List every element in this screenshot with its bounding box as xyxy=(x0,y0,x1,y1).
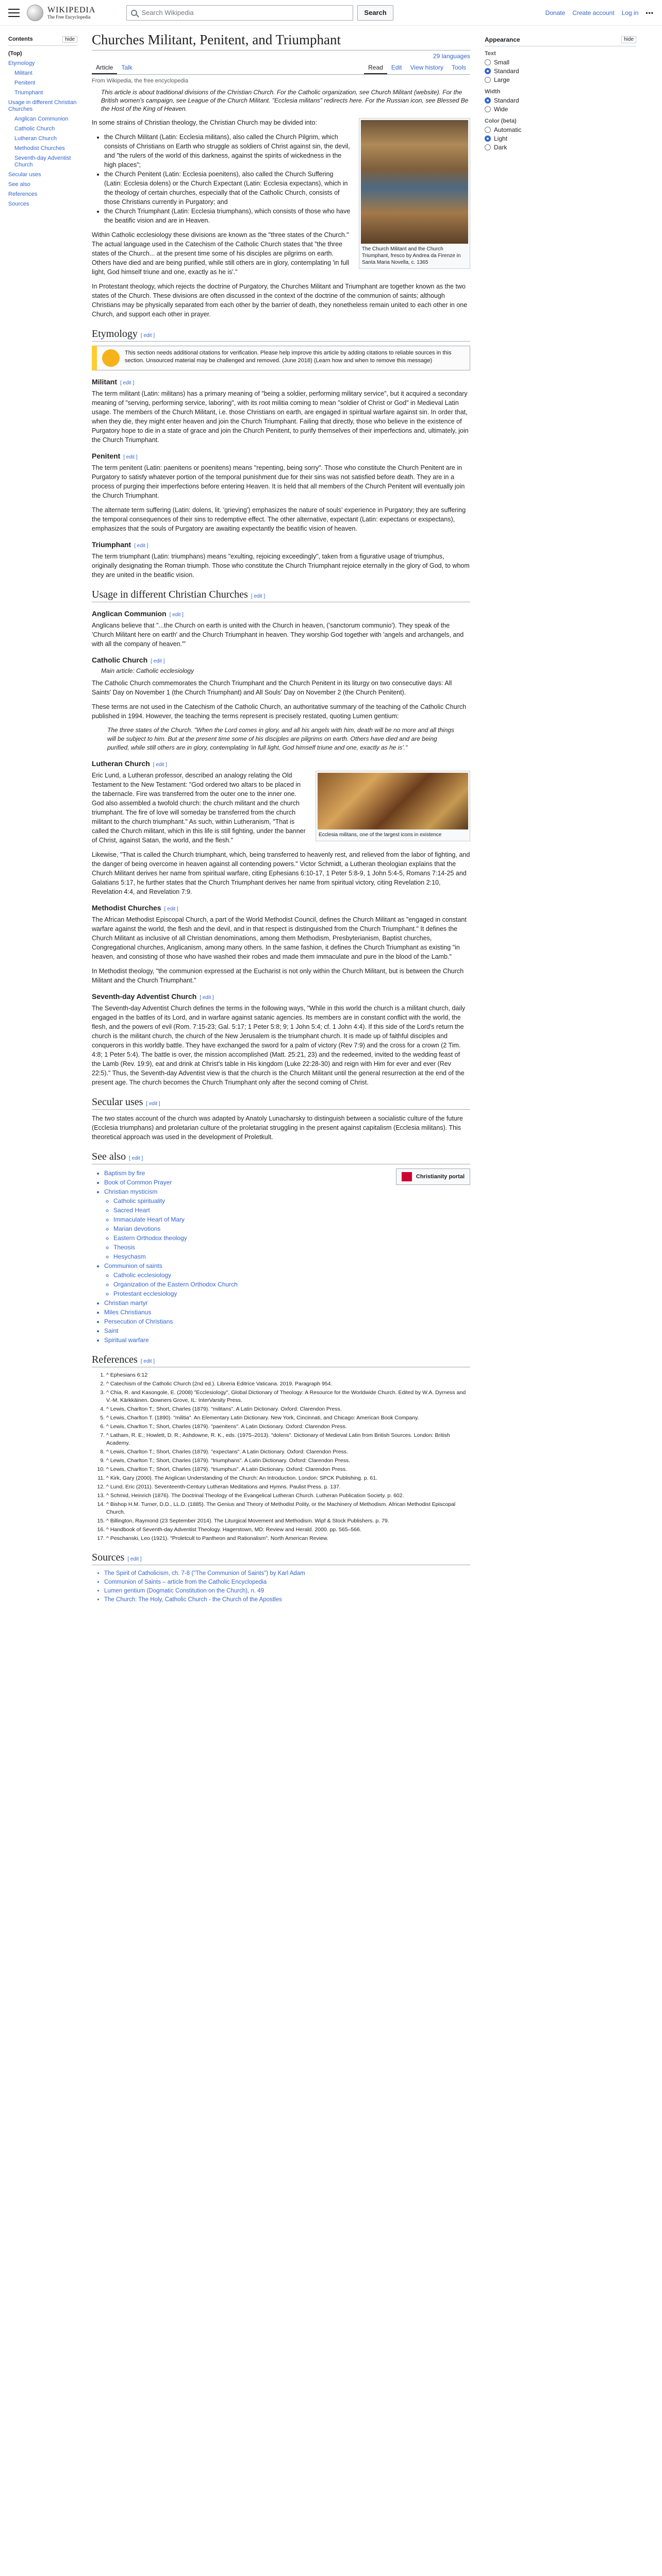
tab-talk[interactable]: Talk xyxy=(121,64,133,71)
paragraph: The term triumphant (Latin: triumphans) means "exulting, rejoicing exceedingly", taken from a figurative usage of triumphus, originally designating the Roman triumph. Those who constitute the Church Triumphant rejoice eternally in the glory of God, to whom they are united in the beatific vision. xyxy=(92,553,470,579)
reference-item: 7. ^ Latham, R. E.; Howlett, D. R.; Ashdowne, R. K., eds. (1975–2013). "dolens". Dictionary of Medieval Latin from British Sources. London: British Academy. xyxy=(106,1432,470,1447)
section-heading: Etymology [ edit ] xyxy=(92,328,470,342)
page-tabs xyxy=(92,62,470,75)
appearance-title: Appearance xyxy=(485,36,520,43)
figure-caption: Ecclesia militans, one of the largest icons in existence xyxy=(319,832,442,838)
reference-item: 5. ^ Lewis, Charlton T. (1890). "militia". An Elementary Latin Dictionary. New York, Cincinnati, and Chicago: American Book Company. xyxy=(106,1414,470,1422)
article-content xyxy=(82,26,479,1604)
toc-item[interactable]: Etymology xyxy=(8,60,35,66)
source-item[interactable]: • Lumen gentium (Dogmatic Constitution on the Church), n. 49 xyxy=(104,1587,470,1596)
subsection-heading: Seventh-day Adventist Church [ edit ] xyxy=(92,992,214,1001)
toc-item[interactable]: Anglican Communion xyxy=(14,116,69,122)
main-menu-icon[interactable] xyxy=(8,9,20,17)
section-heading: See also [ edit ] xyxy=(92,1151,470,1164)
christianity-portal[interactable]: Christianity portal xyxy=(396,1168,470,1185)
edit-link[interactable]: [ edit ] xyxy=(153,762,168,768)
reference-item: 10. ^ Lewis, Charlton T.; Short, Charles (1879). "triumphus". A Latin Dictionary. Oxford: Clarendon Press. xyxy=(106,1466,470,1473)
paragraph: In Methodist theology, "the communion expressed at the Eucharist is not only within the Church Militant, but is between the Church Militant and the Church Triumphant." xyxy=(92,968,464,984)
figure-church-militant xyxy=(359,118,470,269)
reference-item: 2. ^ Catechism of the Catholic Church (2nd ed.). Libreria Editrice Vaticana. 2019. Paragraph 954. xyxy=(106,1380,470,1388)
text-size-group: Text Small Standard Large xyxy=(485,50,636,83)
paragraph: The two states account of the church was adapted by Anatoly Lunacharsky to distinguish between a socialistic culture of the future (Ecclesia triumphans) and proletarian culture of the proletariat struggling in the present against capitalism (Ecclesia militans). This theoretical approach was used in the development of Proletkult. xyxy=(92,1115,463,1141)
tab-edit[interactable]: Edit xyxy=(391,64,402,71)
width-wide-radio[interactable]: Wide xyxy=(485,106,636,113)
see-also-item[interactable]: • Book of Common Prayer xyxy=(104,1178,238,1187)
wikipedia-logo[interactable] xyxy=(27,5,95,21)
toc-item[interactable]: (Top) xyxy=(8,50,22,57)
see-also xyxy=(92,1168,470,1345)
paragraph: The Seventh-day Adventist Church defines the terms in the following ways, "While in this world the church is a militant church, daily engaged in the battles of its Lord, and in warfare against satanic agencies. Its members are in constant conflict with the world, the flesh, and the powers of evil (Rom. 7:15-23; Gal. 5:17; 1 Peter 5:8; 9; 1 John 5:4; cf. 1 John 4:4). If this side of the Lord's return the church is the militant church, the church of the New Jerusalem is the triumphant church. It is made up of faithful disciples and conquerors in this worldly battle. They have exchanged the sword for a palm of victory (Rev 7:9) and the cross for a crown (2 Tim. 4:8; 1 Peter 5:4). The battle is over, the mission accomplished (Matt. 25:21, 23) and the redeemed, invited to the wedding feast of the Lamb (Rev. 19:9), eat and drink at Christ's table in His kingdom (Luke 22:28-30) and reign with Him for ever and ever (Rev 22:5)." Thus, the Seventh-day Adventist view is that the church is the Church Militant until the general resurrection at the end of the present age. The church becomes the Church Triumphant only after the second coming of Christ. xyxy=(92,1005,466,1086)
reference-item: 11. ^ Kirk, Gary (2000). The Anglican Understanding of the Church: An Introduction. London: SPCK Publishing. p. 61. xyxy=(106,1475,470,1482)
reference-item: 15. ^ Billington, Raymond (23 September 2014). The Liturgical Movement and Methodism. Wipf & Stock Publishers. p. 79. xyxy=(106,1517,470,1525)
see-also-subitem[interactable]: ◦ Eastern Orthodox theology xyxy=(113,1233,238,1243)
source-item[interactable]: • Communion of Saints – article from the Catholic Encyclopedia xyxy=(104,1578,470,1587)
sources-list xyxy=(104,1569,470,1604)
source-item[interactable]: • The Church: The Holy, Catholic Church - the Church of the Apostles xyxy=(104,1596,470,1604)
reference-item: 6. ^ Lewis, Charlton T.; Short, Charles (1879). "paenitens". A Latin Dictionary. Oxford: Clarendon Press. xyxy=(106,1423,470,1431)
reference-item: 16. ^ Handbook of Seventh-day Adventist Theology. Hagerstown, MD: Review and Herald. 2000. pp. 565–566. xyxy=(106,1526,470,1534)
paragraph: These terms are not used in the Catechism of the Catholic Church, an authoritative summary of the teaching of the Catholic Church published in 1994. However, the teaching the terms represent is precisely restated, quoting Lumen gentium: xyxy=(92,703,467,720)
color-light-radio[interactable]: Light xyxy=(485,135,636,142)
see-also-item[interactable]: • Christian mysticism ◦ Catholic spirituality ◦ Sacred Heart ◦ Immaculate Heart of Mary ◦ Marian devotions ◦ Eastern Orthodox theology ◦ Theosis ◦ Hesychasm xyxy=(104,1187,238,1261)
intro-paragraph: In some strains of Christian theology, the Christian Church may be divided into: xyxy=(92,119,317,126)
subsection-heading: Penitent [ edit ] xyxy=(92,452,138,460)
see-also-subitem[interactable]: ◦ Catholic ecclesiology xyxy=(113,1270,238,1280)
site-sub: From Wikipedia, the free encyclopedia xyxy=(92,78,189,84)
section-heading: Usage in different Christian Churches [ edit ] xyxy=(92,589,470,602)
reference-item: 14. ^ Bishop H.M. Turner, D.D., LL.D. (1885). The Genius and Theory of Methodist Polity, or the Machinery of Methodism. African Methodist Episcopal Church. xyxy=(106,1501,470,1516)
logo-wordmark: WIKIPEDIA xyxy=(47,5,96,14)
text-small-radio[interactable]: Small xyxy=(485,59,636,66)
cross-icon xyxy=(402,1172,412,1181)
subsection-heading: Catholic Church [ edit ] xyxy=(92,656,165,664)
edit-link[interactable]: [ edit ] xyxy=(140,333,155,338)
edit-link[interactable]: [ edit ] xyxy=(146,1101,160,1107)
see-also-item[interactable]: • Saint xyxy=(104,1326,238,1335)
width-group: Width Standard Wide xyxy=(485,89,636,113)
toc-item[interactable]: Catholic Church xyxy=(14,126,55,132)
donate-link[interactable]: Donate xyxy=(545,9,566,16)
search-icon xyxy=(131,10,137,16)
login-link[interactable]: Log in xyxy=(621,9,639,16)
tab-read[interactable]: Read xyxy=(364,62,387,74)
subsection-heading: Anglican Communion [ edit ] xyxy=(92,609,184,618)
reference-item: 13. ^ Schmid, Heinrich (1876). The Doctrinal Theology of the Evangelical Lutheran Church. Lutheran Publication Society. p. 602. xyxy=(106,1492,470,1500)
toc-item[interactable]: References xyxy=(8,191,38,197)
paragraph: The African Methodist Episcopal Church, a part of the World Methodist Council, defines the Church Militant as "engaged in constant warfare against the world, the flesh and the devil, and in that respect is distinguished from the Church Triumphant." It defines the Church Militant as inclusive of all Christian denominations, among them Methodism, Presbyterianism, Baptist churches, Congregational churches, Anglicanism, among many others. In the same fashion, it defines the Church Triumphant as existing "in heaven, and consisting of those who have washed their robes and made them immaculate and pure in the blood of the Lamb." xyxy=(92,916,467,960)
edit-link[interactable]: [ edit ] xyxy=(164,906,178,912)
text-standard-radio[interactable]: Standard xyxy=(485,67,636,75)
figure-ecclesia-militans xyxy=(316,771,470,841)
see-also-item[interactable]: • Miles Christianus xyxy=(104,1308,238,1317)
create-account-link[interactable]: Create account xyxy=(572,9,615,16)
icon-image[interactable] xyxy=(318,773,468,829)
list-item: • the Church Triumphant (Latin: Ecclesia triumphans), which consists of those who have the beatific vision and are in Heaven. xyxy=(104,207,470,225)
see-also-subitem[interactable]: ◦ Hesychasm xyxy=(113,1252,238,1261)
appearance-panel xyxy=(479,26,644,1604)
tab-tools[interactable]: Tools xyxy=(451,64,466,71)
edit-link[interactable]: [ edit ] xyxy=(251,594,266,599)
table-of-contents xyxy=(0,26,82,1604)
paragraph: The alternate term suffering (Latin: dolens, lit. 'grieving') emphasizes the nature of souls' experience in Purgatory; they are suffering the temporal consequences of their sins to redemptive effect. The other alternative, expectant (Latin: expectans or exspectans), emphasizes that the souls of Purgatory are awaiting expectantly the beatific vision of heaven. xyxy=(92,506,466,532)
reference-item: 3. ^ Chia, R. and Kasongole, E. (2008) "Ecclesiology", Global Dictionary of Theology: A Resource for the Worldwide Church. Edited by W.A. Dyrness and V.-M. Kärkkäinen. Downers Grove, IL: InterVarsity Press. xyxy=(106,1389,470,1404)
see-also-list xyxy=(104,1168,238,1345)
text-large-radio[interactable]: Large xyxy=(485,76,636,83)
reference-item: 17. ^ Peschanski, Leo (1921). "Proletcult to Pantheon and Rationalism". North American Review. xyxy=(106,1535,470,1543)
citation-notice: This section needs additional citations for verification. Please help improve this article by adding citations to reliable sources in this section. Unsourced material may be challenged and removed. (June 2018) (Learn how and when to remove this message) xyxy=(92,346,470,370)
reference-item: 1. ^ Ephesians 6:12 xyxy=(106,1371,470,1379)
toc-item[interactable]: Sources xyxy=(8,201,29,207)
subsection-heading: Lutheran Church [ edit ] xyxy=(92,759,168,768)
intro-paragraph-3: In Protestant theology, which rejects the doctrine of Purgatory, the Churches Militant and Triumphant are together known as the two states of the Church. These divisions are often discussed in the context of the doctrine of the communion of saints; although Christians may be physically separated from each other by the barrier of death, they nonetheless remain united to each other in one Church, and support each other in prayer. xyxy=(92,283,468,318)
toc-item[interactable]: Militant xyxy=(14,70,32,76)
language-selector[interactable]: 29 languages xyxy=(433,53,470,60)
logo-tagline: The Free Encyclopedia xyxy=(47,14,91,20)
hatnote: This article is about traditional divisions of the Christian Church. For the Catholic organization, see Church Militant (website). For the British women's campaign, see League of the Church Militant. "Ecclesia militans" redirects here. For the Russian icon, see Blessed Be the Host of the King of Heaven. xyxy=(101,89,469,112)
figure-caption: The Church Militant and the Church Triumphant, fresco by Andrea da Firenze in Santa Maria Novella, c. 1365 xyxy=(362,246,461,265)
edit-link[interactable]: [ edit ] xyxy=(151,658,165,664)
edit-link[interactable]: [ edit ] xyxy=(127,1556,142,1562)
subsection-heading: Methodist Churches [ edit ] xyxy=(92,904,178,912)
list-item: • the Church Militant (Latin: Ecclesia militans), also called the Church Pilgrim, which consists of Christians on Earth who struggle as soldiers of Christ against sin, the devil, and "the rulers of the world of this darkness, against the spirits of wickedness in the high places"; xyxy=(104,132,470,170)
edit-link[interactable]: [ edit ] xyxy=(129,1156,143,1161)
edit-link[interactable]: [ edit ] xyxy=(169,612,184,618)
reference-item: 12. ^ Lund, Eric (2011). Seventeenth-Century Lutheran Meditations and Hymns. Paulist Press. p. 137. xyxy=(106,1483,470,1491)
site-header xyxy=(0,0,662,26)
list-item: • the Church Penitent (Latin: Ecclesia poenitens), also called the Church Suffering (Latin: Ecclesia dolens) or the Church Expectant (Latin: Ecclesia expectans), which in the theology of certain churches, especially that of the Catholic Church, consists of those Christians currently in Purgatory; and xyxy=(104,170,470,207)
see-also-subitem[interactable]: ◦ Protestant ecclesiology xyxy=(113,1289,238,1298)
toc-item[interactable]: Penitent xyxy=(14,80,36,86)
toc-item[interactable]: Seventh-day Adventist Church xyxy=(14,155,71,168)
see-also-subitem[interactable]: ◦ Organization of the Eastern Orthodox Church xyxy=(113,1280,238,1289)
toc-item[interactable]: Usage in different Christian Churches xyxy=(8,99,77,112)
tab-article[interactable]: Article xyxy=(92,62,117,74)
see-also-subitem[interactable]: ◦ Theosis xyxy=(113,1243,238,1252)
see-also-item[interactable]: • Persecution of Christians xyxy=(104,1317,238,1326)
toc-hide-button[interactable]: hide xyxy=(62,36,77,43)
edit-link[interactable]: [ edit ] xyxy=(200,995,214,1001)
toc-item[interactable]: Lutheran Church xyxy=(14,135,57,142)
paragraph: Likewise, "That is called the Church triumphant, which, being transferred to heavenly rest, and relieved from the labor of fighting, and the danger of being overcome in heaven against all contending powers." Victor Schmidt, a Lutheran theologian explains that the Church Militant derives her name from spiritual warfare, citing Ephesians 6:10-17, 1 Peter 5:8-9, 1 John 5:4-5, Romans 7:14-25 and Galatians 5:17, he further states that the Church Triumphant derives her name from spiritual victory, citing Revelation 2:10, Revelation 4:4, and Revelation 7:9. xyxy=(92,851,470,895)
more-options-icon[interactable]: ••• xyxy=(646,9,654,16)
reference-item: 4. ^ Lewis, Charlton T.; Short, Charles (1879). "militans". A Latin Dictionary. Oxford: Clarendon Press. xyxy=(106,1405,470,1413)
paragraph: The term penitent (Latin: paenitens or poenitens) means "repenting, being sorry". Those who constitute the Church Penitent are in Purgatory to satisfy whatever portion of the temporal punishment due for their sins was not satisfied before death. They are in a process of purging their imperfections before entering Heaven. It is held that all members of the Church Penitent will eventually join the Church Triumphant. xyxy=(92,464,465,499)
source-item[interactable]: • The Spirit of Catholicism, ch. 7-8 ("The Communion of Saints") by Karl Adam xyxy=(104,1569,470,1578)
toc-title: Contents xyxy=(8,36,33,42)
toc-item[interactable]: See also xyxy=(8,181,30,188)
search-input[interactable]: Search Wikipedia xyxy=(126,5,353,21)
edit-link[interactable]: [ edit ] xyxy=(120,380,135,386)
paragraph: The Catholic Church commemorates the Church Triumphant and the Church Penitent in its liturgy on two consecutive days: All Saints' Day on November 1 (the Church Triumphant) and All Souls' Day on November 2 (the Church Penitent). xyxy=(92,680,452,696)
section-heading: References [ edit ] xyxy=(92,1354,470,1367)
paragraph: The term militant (Latin: militans) has a primary meaning of "being a soldier, performing military service", but it acquired a secondary meaning of "serving, performing service, laboring", with its root militia coming to mean "soldier of Christ or God" in Medieval Latin usage. The members of the Church Militant, i.e. those Christians on earth, are engaged in spiritual warfare against sin. In order that, when they die, they might enter heaven and join the Church Triumphant. Failing that directly, those who believe in the existence of Purgatory hope to die in a state of grace and join the Church Penitent, to purify themselves of their imperfections and, ultimately, join the Church Triumphant. xyxy=(92,390,469,444)
toc-item[interactable]: Secular uses xyxy=(8,172,41,178)
width-standard-radio[interactable]: Standard xyxy=(485,97,636,104)
section-heading: Sources [ edit ] xyxy=(92,1552,470,1565)
subsection-heading: Triumphant [ edit ] xyxy=(92,540,148,549)
reference-item: 8. ^ Lewis, Charlton T.; Short, Charles (1879). "expectans". A Latin Dictionary. Oxford: Clarendon Press. xyxy=(106,1448,470,1456)
appearance-hide-button[interactable]: hide xyxy=(621,36,636,43)
edit-link[interactable]: [ edit ] xyxy=(140,1359,155,1364)
see-also-item[interactable]: • Christian martyr xyxy=(104,1298,238,1308)
paragraph: Anglicans believe that "...the Church on earth is united with the Church in heaven, ('sanctorum communio'). They speak of the 'Church Militant here on earth' and the Church Triumphant in heaven. They worship God together with 'angels and archangels, and with all the company of heaven.'" xyxy=(92,622,464,648)
search-button[interactable]: Search xyxy=(357,5,393,21)
subsection-heading: Militant [ edit ] xyxy=(92,378,135,386)
quote: The three states of the Church. "When the Lord comes in glory, and all his angels with him, death will be no more and all things will be subject to him. But at the present time some of his disciples are pilgrims on earth. Others have died and are being purified, while still others are in glory, contemplating 'in full light, God himself triune and one, exactly as he is'." xyxy=(107,726,455,751)
color-group: Color (beta) Automatic Light Dark xyxy=(485,118,636,151)
question-icon xyxy=(102,349,120,367)
edit-link[interactable]: [ edit ] xyxy=(134,543,148,549)
section-heading: Secular uses [ edit ] xyxy=(92,1096,470,1110)
color-dark-radio[interactable]: Dark xyxy=(485,144,636,151)
intro-paragraph-2: Within Catholic ecclesiology these divisions are known as the "three states of the Church." The actual language used in the Catechism of the Catholic Church states that "the three states of the Church... at the present time some of his disciples are pilgrims on earth. Others have died and are being purified, while still others are in glory, contemplating 'in full light, God himself triune and one, exactly as he is'." xyxy=(92,231,349,276)
globe-icon xyxy=(27,5,43,21)
see-also-subitem[interactable]: ◦ Marian devotions xyxy=(113,1224,238,1233)
tab-view-history[interactable]: View history xyxy=(410,64,443,71)
reference-item: 9. ^ Lewis, Charlton T.; Short, Charles (1879). "triumphans". A Latin Dictionary. Oxford: Clarendon Press. xyxy=(106,1457,470,1465)
color-automatic-radio[interactable]: Automatic xyxy=(485,126,636,133)
fresco-image[interactable] xyxy=(361,120,468,244)
paragraph: Eric Lund, a Lutheran professor, described an analogy relating the Old Testament to the New Testament: "God ordered two altars to be placed in the tabernacle. Fire was transferred from the outer one to the inner one. God also assembled a twofold church: the church militant and the church triumphant. The fire of love will someday be transferred from the church militant to the church triumphant." As such, within Lutheranism, "That is called the Church militant, which in this life is still fighting, under the banner of Christ, against Satan, the world, and the flesh." xyxy=(92,772,306,844)
toc-item[interactable]: Triumphant xyxy=(14,90,43,96)
see-also-subitem[interactable]: ◦ Sacred Heart xyxy=(113,1206,238,1215)
see-also-item[interactable]: • Baptism by fire xyxy=(104,1168,238,1178)
see-also-subitem[interactable]: ◦ Immaculate Heart of Mary xyxy=(113,1215,238,1224)
see-also-item[interactable]: • Communion of saints ◦ Catholic ecclesiology ◦ Organization of the Eastern Orthodox Church ◦ Protestant ecclesiology xyxy=(104,1261,238,1298)
references-list xyxy=(106,1371,470,1543)
main-article-note: Main article: Catholic ecclesiology xyxy=(101,667,194,674)
page-title: Churches Militant, Penitent, and Triumphant xyxy=(92,32,470,50)
toc-item[interactable]: Methodist Churches xyxy=(14,145,65,151)
edit-link[interactable]: [ edit ] xyxy=(123,454,138,460)
see-also-item[interactable]: • Spiritual warfare xyxy=(104,1335,238,1345)
see-also-subitem[interactable]: ◦ Catholic spirituality xyxy=(113,1196,238,1206)
